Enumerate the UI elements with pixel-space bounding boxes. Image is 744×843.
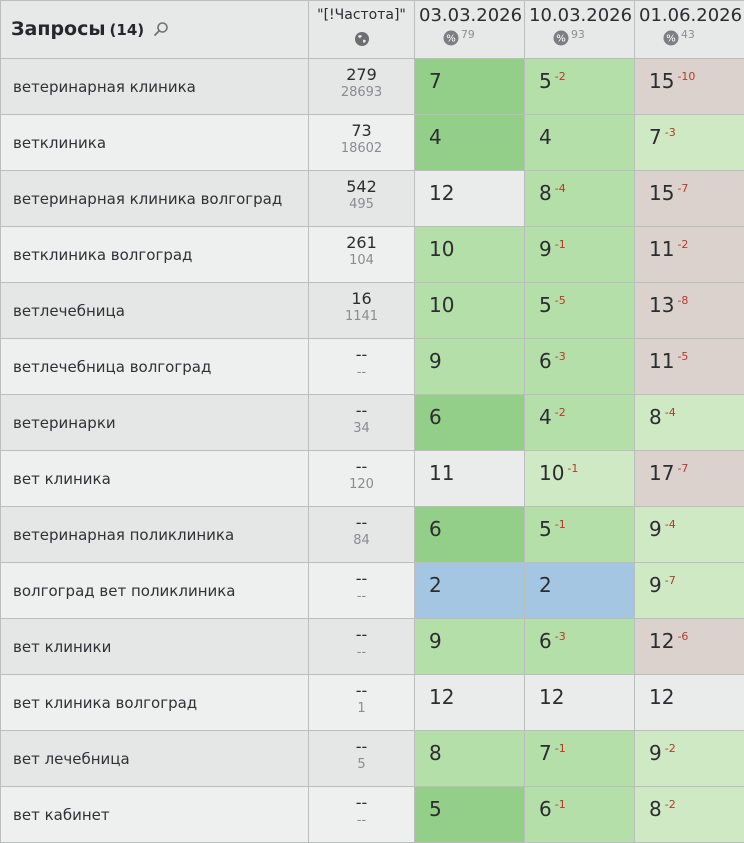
position-value: 10 [429,237,454,261]
position-value: 9 [649,573,662,597]
position-cell[interactable] [525,283,635,339]
search-icon[interactable] [153,21,169,41]
position-value: 9 [429,349,442,373]
query-cell[interactable]: ветлечебница [1,283,309,339]
position-value: 6 [429,517,442,541]
position-change: -2 [665,742,676,755]
position-cell[interactable] [415,675,525,731]
frequency-cell [309,339,415,395]
position-cell[interactable] [525,563,635,619]
position-value: 11 [649,349,674,373]
position-change: -7 [665,574,676,587]
queries-header [1,1,309,59]
position-value: 12 [649,685,674,709]
frequency-base-value: 1141 [309,309,414,324]
position-cell[interactable] [635,731,744,787]
queries-title: Запросы [11,18,106,40]
table-row[interactable] [1,395,744,451]
frequency-base-value: 495 [309,197,414,212]
query-cell[interactable]: вет клиники [1,619,309,675]
position-value: 7 [649,125,662,149]
query-cell[interactable]: ветеринарная поликлиника [1,507,309,563]
query-cell[interactable]: ветлечебница волгоград [1,339,309,395]
frequency-value: -- [309,737,414,756]
position-change: -2 [555,406,566,419]
frequency-value: 16 [309,289,414,308]
frequency-cell [309,59,415,115]
frequency-base-value: 34 [309,421,414,436]
position-value: 11 [429,461,454,485]
position-value: 15 [649,181,674,205]
frequency-value: 542 [309,177,414,196]
position-cell[interactable] [635,507,744,563]
frequency-value: 261 [309,233,414,252]
date-percent: 79 [461,28,475,41]
position-change: -6 [677,630,688,643]
date-percent: 93 [571,28,585,41]
header-row [1,1,744,59]
position-value: 10 [429,293,454,317]
position-value: 9 [429,629,442,653]
position-change: -7 [677,182,688,195]
position-cell[interactable] [415,563,525,619]
query-cell[interactable]: волгоград вет поликлиника [1,563,309,619]
table-row[interactable] [1,787,744,843]
percent-icon [553,30,569,50]
globe-icon [309,31,414,51]
position-value: 2 [429,573,442,597]
table-row[interactable] [1,339,744,395]
frequency-base-value: 18602 [309,141,414,156]
position-change: -1 [555,518,566,531]
frequency-cell [309,731,415,787]
frequency-cell [309,563,415,619]
frequency-base-value: 5 [309,757,414,772]
query-cell[interactable]: вет кабинет [1,787,309,843]
table-row[interactable] [1,675,744,731]
position-cell[interactable] [525,59,635,115]
date-label: 03.03.2026 [419,5,524,26]
position-cell[interactable] [635,339,744,395]
position-value: 2 [539,573,552,597]
position-value: 12 [429,685,454,709]
date-header-3[interactable] [635,1,744,59]
position-value: 8 [539,181,552,205]
frequency-value: -- [309,569,414,588]
position-cell[interactable] [635,395,744,451]
position-value: 12 [429,181,454,205]
table-row[interactable] [1,563,744,619]
position-value: 8 [649,405,662,429]
position-value: 8 [429,741,442,765]
position-cell[interactable] [525,507,635,563]
position-value: 9 [539,237,552,261]
position-value: 17 [649,461,674,485]
position-value: 7 [539,741,552,765]
svg-text:%: % [556,33,566,44]
position-cell[interactable] [635,619,744,675]
svg-text:%: % [446,33,456,44]
position-cell[interactable] [525,675,635,731]
position-cell[interactable] [415,227,525,283]
position-cell[interactable] [415,507,525,563]
frequency-cell [309,395,415,451]
date-header-2[interactable] [525,1,635,59]
table-row[interactable] [1,619,744,675]
position-cell[interactable] [635,171,744,227]
frequency-value: -- [309,681,414,700]
position-value: 4 [539,405,552,429]
frequency-base-value: 84 [309,533,414,548]
date-percent: 43 [681,28,695,41]
query-cell[interactable]: вет лечебница [1,731,309,787]
position-cell[interactable] [525,787,635,843]
frequency-base-value: -- [309,645,414,660]
table-row[interactable] [1,227,744,283]
position-change: -5 [677,350,688,363]
position-value: 6 [539,349,552,373]
position-value: 6 [539,629,552,653]
position-cell[interactable] [525,339,635,395]
table-row[interactable] [1,59,744,115]
frequency-base-value: -- [309,365,414,380]
position-cell[interactable] [415,339,525,395]
frequency-base-value: 104 [309,253,414,268]
position-value: 9 [649,517,662,541]
svg-text:%: % [666,33,676,44]
frequency-value: -- [309,345,414,364]
position-value: 5 [539,293,552,317]
position-value: 5 [429,797,442,821]
query-cell[interactable]: вет клиника [1,451,309,507]
position-value: 4 [429,125,442,149]
query-cell[interactable]: вет клиника волгоград [1,675,309,731]
position-cell[interactable] [525,731,635,787]
position-cell[interactable] [525,227,635,283]
frequency-base-value: 1 [309,701,414,716]
frequency-base-value: -- [309,813,414,828]
position-change: -2 [677,238,688,251]
frequency-cell [309,507,415,563]
position-change: -8 [677,294,688,307]
position-cell[interactable] [415,115,525,171]
position-value: 6 [429,405,442,429]
frequency-value: 279 [309,65,414,84]
position-cell[interactable] [635,59,744,115]
table-row[interactable] [1,731,744,787]
frequency-value: -- [309,401,414,420]
position-value: 12 [649,629,674,653]
position-value: 10 [539,461,564,485]
position-value: 9 [649,741,662,765]
position-value: 15 [649,69,674,93]
position-change: -5 [555,294,566,307]
position-cell[interactable] [635,451,744,507]
position-cell[interactable] [635,227,744,283]
position-cell[interactable] [635,283,744,339]
date-label: 01.06.2026 [639,5,744,26]
query-cell[interactable]: ветеринарная клиника волгоград [1,171,309,227]
percent-icon [443,30,459,50]
position-cell[interactable] [415,59,525,115]
position-change: -4 [665,406,676,419]
date-header-1[interactable] [415,1,525,59]
position-change: -1 [555,238,566,251]
position-change: -3 [665,126,676,139]
position-cell[interactable] [525,619,635,675]
position-cell[interactable] [525,171,635,227]
position-value: 5 [539,69,552,93]
frequency-cell [309,171,415,227]
table-row[interactable] [1,507,744,563]
frequency-cell [309,787,415,843]
position-value: 8 [649,797,662,821]
position-cell[interactable] [635,675,744,731]
position-change: -1 [555,742,566,755]
frequency-value: -- [309,513,414,532]
position-cell[interactable] [415,787,525,843]
position-change: -1 [567,462,578,475]
frequency-base-value: 28693 [309,85,414,100]
frequency-cell [309,115,415,171]
position-change: -3 [555,630,566,643]
frequency-base-value: -- [309,589,414,604]
frequency-value: -- [309,625,414,644]
frequency-header[interactable] [309,1,415,59]
frequency-cell [309,619,415,675]
position-cell[interactable] [415,619,525,675]
frequency-cell [309,227,415,283]
date-label: 10.03.2026 [529,5,634,26]
query-cell[interactable]: ветклиника волгоград [1,227,309,283]
position-cell[interactable] [635,115,744,171]
position-cell[interactable] [525,451,635,507]
position-change: -3 [555,350,566,363]
position-change: -1 [555,798,566,811]
frequency-value: -- [309,457,414,476]
frequency-cell [309,283,415,339]
position-cell[interactable] [415,283,525,339]
position-change: -10 [677,70,695,83]
percent-icon [663,30,679,50]
position-value: 6 [539,797,552,821]
frequency-value: -- [309,793,414,812]
position-value: 11 [649,237,674,261]
table-row[interactable] [1,171,744,227]
frequency-value: 73 [309,121,414,140]
position-change: -2 [555,70,566,83]
query-cell[interactable]: ветеринарная клиника [1,59,309,115]
position-value: 4 [539,125,552,149]
position-change: -4 [555,182,566,195]
table-row[interactable] [1,283,744,339]
frequency-label: "[!Частота]" [309,7,414,23]
position-change: -7 [677,462,688,475]
position-cell[interactable] [415,395,525,451]
position-value: 12 [539,685,564,709]
position-cell[interactable] [415,731,525,787]
position-cell[interactable] [525,395,635,451]
position-value: 7 [429,69,442,93]
frequency-base-value: 120 [309,477,414,492]
position-cell[interactable] [635,787,744,843]
query-cell[interactable]: ветеринарки [1,395,309,451]
position-change: -2 [665,798,676,811]
position-cell[interactable] [525,115,635,171]
position-cell[interactable] [415,451,525,507]
table-row[interactable] [1,115,744,171]
position-cell[interactable] [415,171,525,227]
table-row[interactable] [1,451,744,507]
frequency-cell [309,451,415,507]
queries-count: (14) [110,21,145,39]
frequency-cell [309,675,415,731]
position-value: 5 [539,517,552,541]
query-cell[interactable]: ветклиника [1,115,309,171]
position-value: 13 [649,293,674,317]
position-cell[interactable] [635,563,744,619]
position-change: -4 [665,518,676,531]
